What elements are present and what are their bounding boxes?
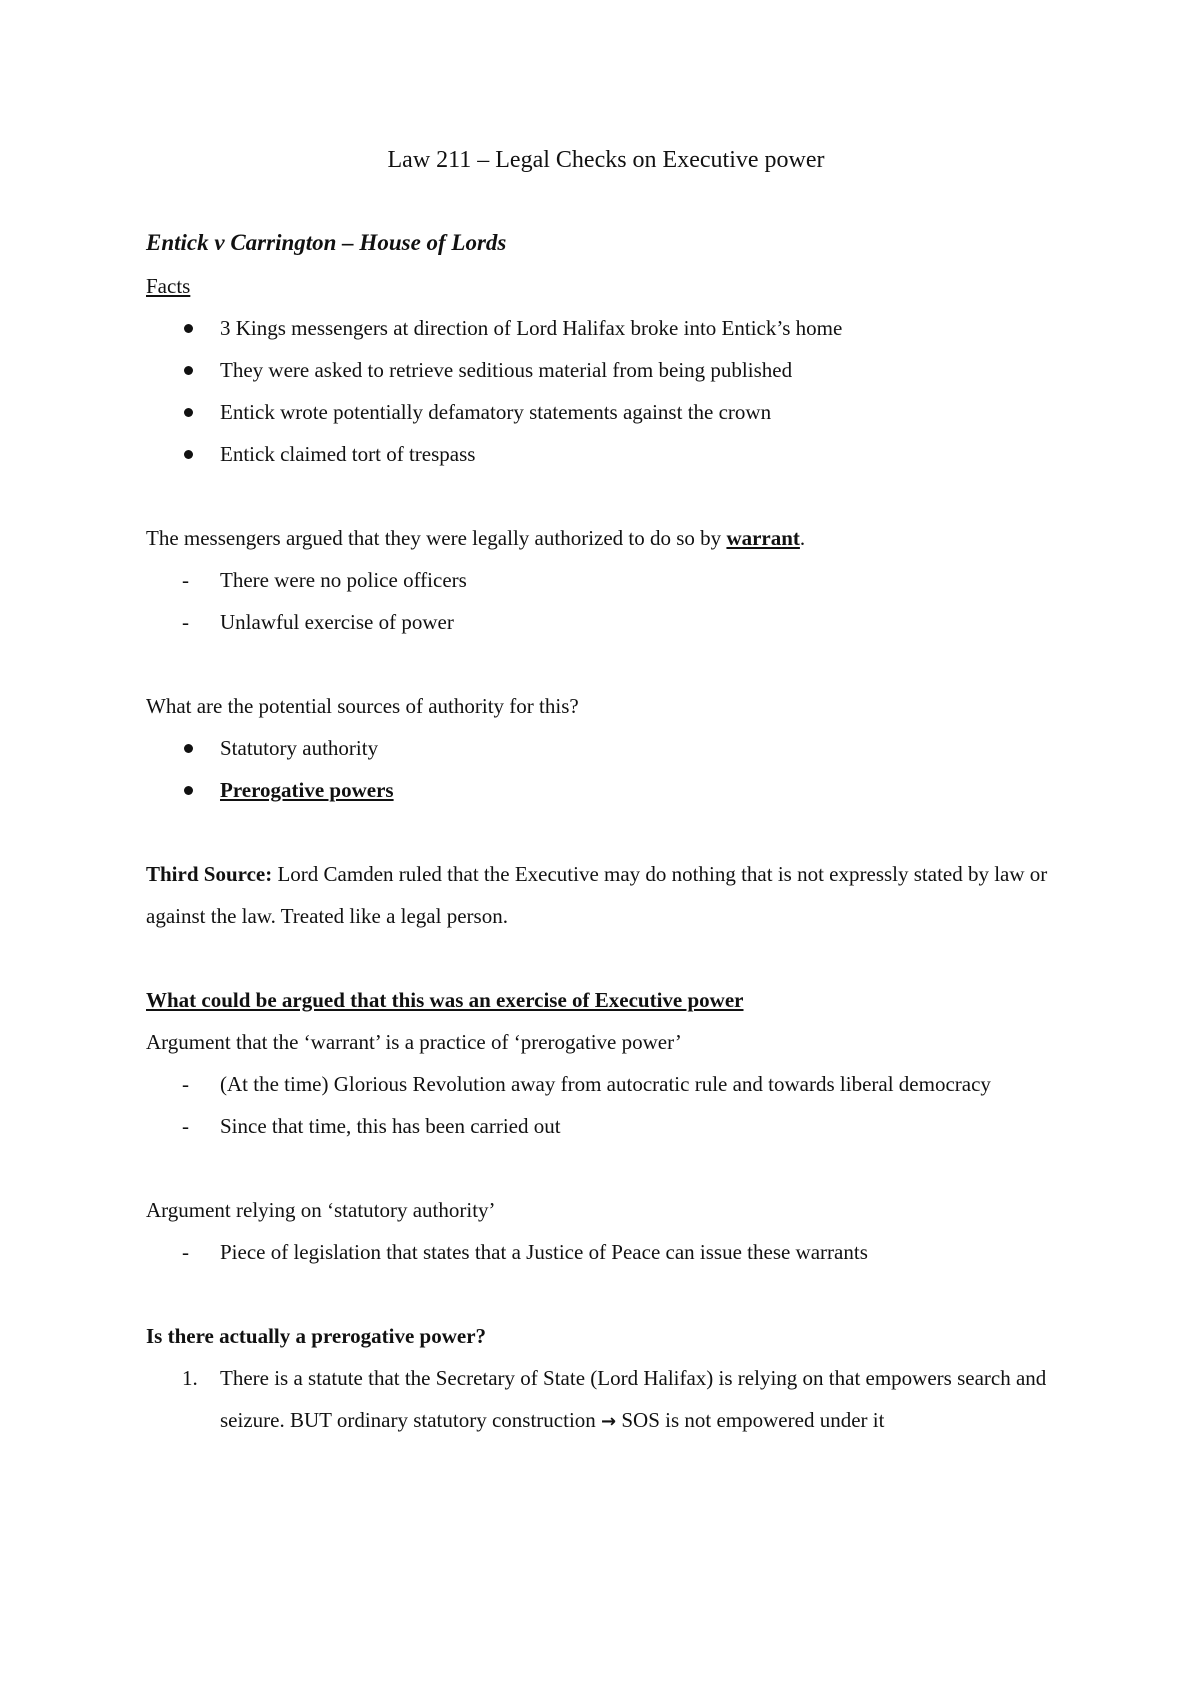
- list-item: Statutory authority: [146, 727, 1066, 769]
- dash-marker: -: [182, 1114, 189, 1138]
- numbered-list: [146, 1357, 1066, 1443]
- list-item: 3 Kings messengers at direction of Lord Halifax broke into Entick’s home: [146, 307, 1066, 349]
- list-item: Entick wrote potentially defamatory statements against the crown: [146, 391, 1066, 433]
- argument-statutory: Argument relying on ‘statutory authority’: [146, 1198, 496, 1222]
- argument-statutory-points: [146, 1231, 1066, 1273]
- bullet-icon: [184, 786, 193, 795]
- facts-list: [146, 307, 1066, 475]
- list-item: Prerogative powers: [146, 769, 1066, 811]
- third-source-label: Third Source:: [146, 862, 273, 886]
- sources-question: What are the potential sources of authority for this?: [146, 694, 579, 718]
- list-item: 1. There is a statute that the Secretary of State (Lord Halifax) is relying on that empowers search and seizure. BUT ordinary statutory construction → SOS is not empowered under it: [146, 1357, 1066, 1443]
- argument-prerogative: Argument that the ‘warrant’ is a practice of ‘prerogative power’: [146, 1030, 682, 1054]
- argument-prerogative-points: [146, 1063, 1066, 1147]
- facts-label: Facts: [146, 274, 191, 298]
- bullet-icon: [184, 324, 193, 333]
- number-marker: 1.: [182, 1366, 198, 1390]
- list-item: - Unlawful exercise of power: [146, 601, 1066, 643]
- dash-marker: -: [182, 568, 189, 592]
- list-item: - (At the time) Glorious Revolution away from autocratic rule and towards liberal democracy: [146, 1063, 1066, 1105]
- case-heading: Entick v Carrington – House of Lords: [146, 230, 507, 255]
- bullet-icon: [184, 366, 193, 375]
- warrant-term: warrant: [726, 526, 800, 550]
- sources-list: [146, 727, 1066, 811]
- argued-heading: What could be argued that this was an exercise of Executive power: [146, 988, 744, 1012]
- list-item: - Piece of legislation that states that a Justice of Peace can issue these warrants: [146, 1231, 1066, 1273]
- bullet-icon: [184, 450, 193, 459]
- messengers-paragraph: The messengers argued that they were legally authorized to do so by warrant.: [146, 526, 806, 550]
- list-item: - There were no police officers: [146, 559, 1066, 601]
- bullet-icon: [184, 408, 193, 417]
- messengers-points: [146, 559, 1066, 643]
- list-item: Entick claimed tort of trespass: [146, 433, 1066, 475]
- dash-marker: -: [182, 1072, 189, 1096]
- list-item: - Since that time, this has been carried out: [146, 1105, 1066, 1147]
- dash-marker: -: [182, 1240, 189, 1264]
- third-source-paragraph: Third Source: Lord Camden ruled that the Executive may do nothing that is not expressly stated by law or against the law. Treated like a legal person.: [146, 862, 1048, 928]
- document-body: [146, 143, 1066, 1443]
- prerogative-question: Is there actually a prerogative power?: [146, 1324, 487, 1348]
- list-item: They were asked to retrieve seditious material from being published: [146, 349, 1066, 391]
- bullet-icon: [184, 744, 193, 753]
- dash-marker: -: [182, 610, 189, 634]
- arrow-right-icon: →: [601, 1411, 617, 1432]
- document-title: Law 211 – Legal Checks on Executive power: [387, 147, 825, 173]
